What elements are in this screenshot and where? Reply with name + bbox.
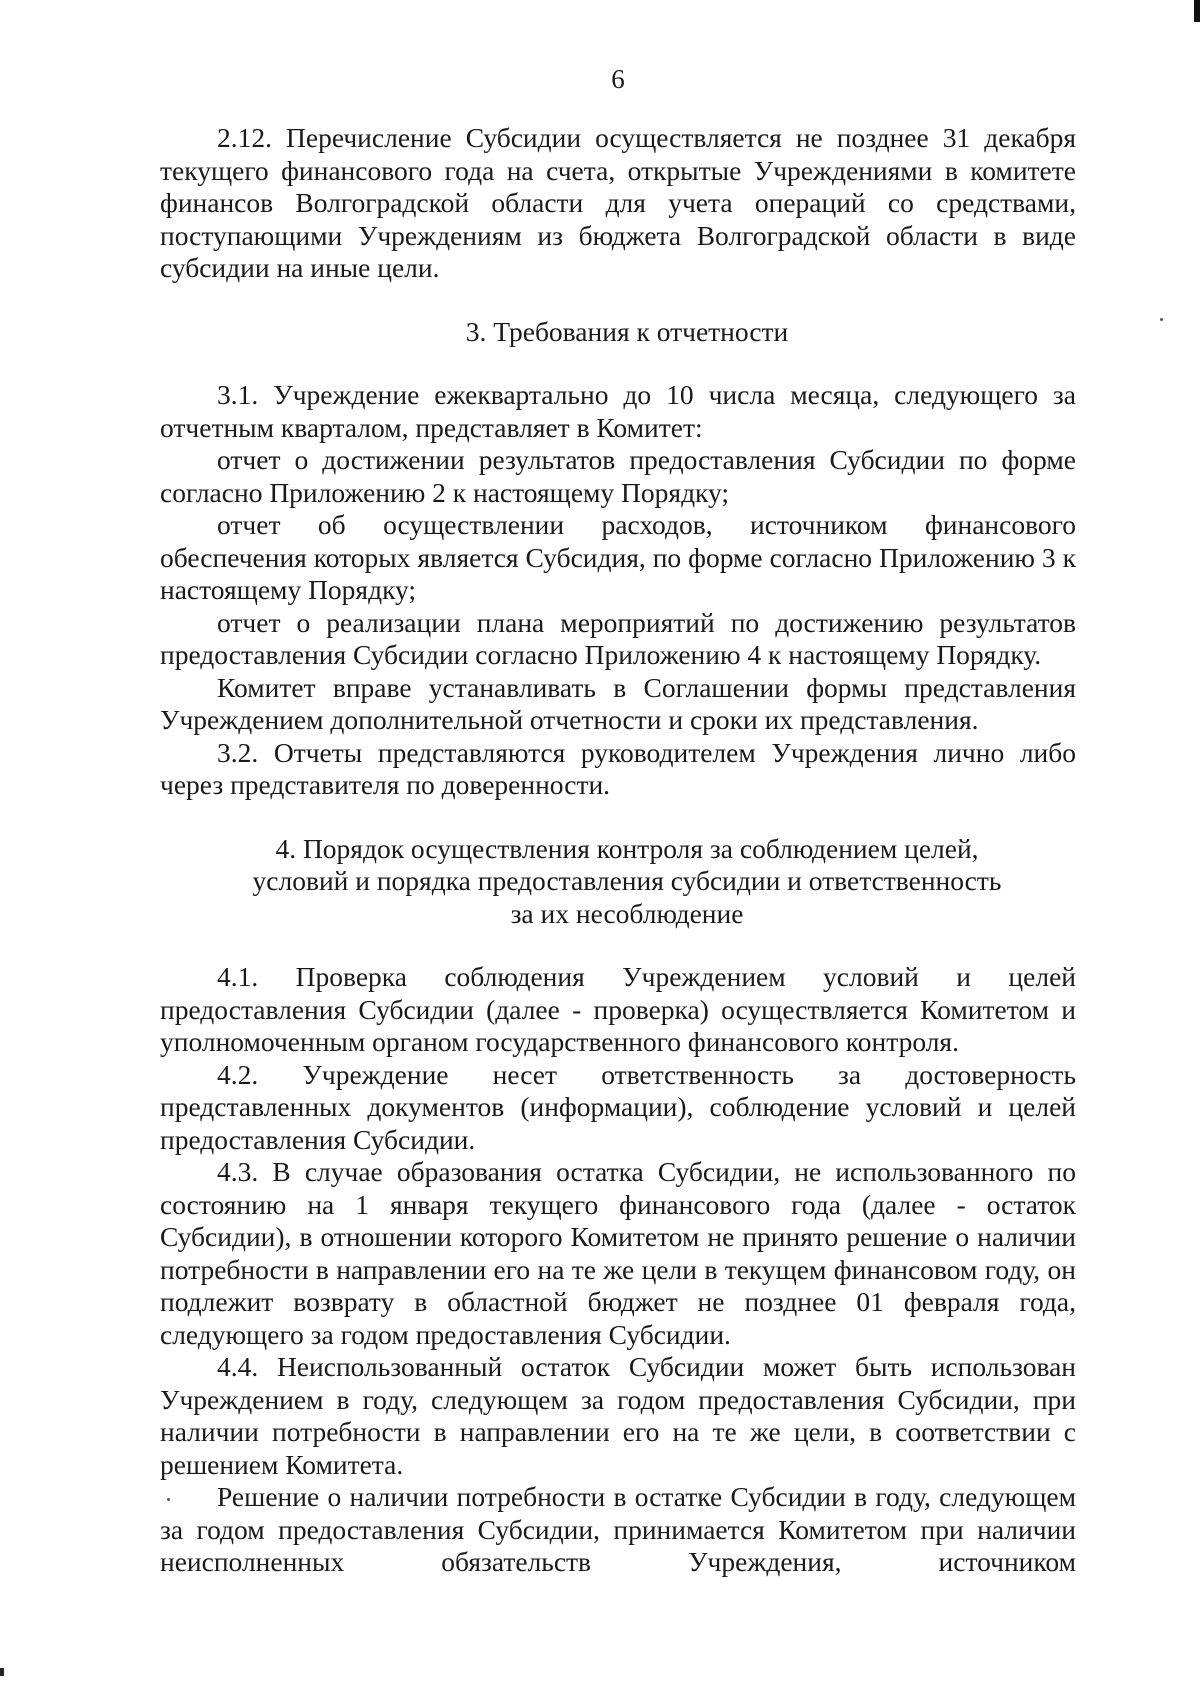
paragraph-committee-forms: Комитет вправе устанавливать в Соглашении формы представления Учреждением дополнительной отчетности и сроки их представления. (160, 671, 1076, 735)
document-body (160, 122, 1076, 1579)
paragraph-4-4: 4.4. Неиспользованный остаток Субсидии может быть использован Учреждением в году, следующем за годом предоставления Субсидии, при наличии потребности в направлении его на те же цели, в соответствии с решением Комитета. (160, 1351, 1076, 1480)
paragraph-3-2: 3.2. Отчеты представляются руководителем Учреждения лично либо через представителя по доверенности. (160, 736, 1076, 800)
section-4-heading-line: 4. Порядок осуществления контроля за соблюдением целей, (275, 832, 979, 864)
section-4-heading (160, 833, 1076, 931)
scan-speck (1160, 318, 1163, 321)
page-number: 6 (611, 64, 625, 94)
paragraph-report-expenses: отчет об осуществлении расходов, источником финансового обеспечения которых является Субсидия, по форме согласно Приложению 3 к настоящему Порядку; (160, 509, 1076, 605)
paragraph-4-3: 4.3. В случае образования остатка Субсидии, не использованного по состоянию на 1 января текущего финансового года (далее - остаток Субсидии), в отношении которого Комитетом не принято решение о наличии потребности в направлении его на те же цели в текущем финансовом году, он подлежит возврату в областной бюджет не позднее 01 февраля года, следующего за годом предоставления Субсидии. (160, 1156, 1076, 1350)
paragraph-report-plan: отчет о реализации плана мероприятий по достижению результатов предоставления Субсидии согласно Приложению 4 к настоящему Порядку. (160, 606, 1076, 670)
paragraph-4-2: 4.2. Учреждение несет ответственность за достоверность представленных документов (информации), соблюдение условий и целей предоставления Субсидии. (160, 1058, 1076, 1155)
paragraph-4-1: 4.1. Проверка соблюдения Учреждением условий и целей предоставления Субсидии (далее - проверка) осуществляется Комитетом и уполномоченным органом государственного финансового контроля. (160, 961, 1076, 1057)
scan-edge-mark (1194, 0, 1200, 22)
paragraph-decision: Решение о наличии потребности в остатке Субсидии в году, следующем за годом предоставления Субсидии, принимается Комитетом при наличии неисполненных обязательств Учреждения, источником (160, 1481, 1076, 1577)
paragraph-3-1: 3.1. Учреждение ежеквартально до 10 числа месяца, следующего за отчетным кварталом, представляет в Комитет: (160, 379, 1076, 443)
section-3-heading: 3. Требования к отчетности (465, 315, 789, 347)
section-4-heading-line: условий и порядка предоставления субсидии и ответственность (252, 865, 1002, 896)
paragraph-2-12: 2.12. Перечисление Субсидии осуществляется не позднее 31 декабря текущего финансового года на счета, открытые Учреждениями в комитете финансов Волгоградской области для учета операций со средствами, поступающими Учреждениям из бюджета Волгоградской области в виде субсидии на иные цели. (160, 122, 1076, 283)
scan-edge-mark-bottom (0, 1668, 4, 1676)
section-4-heading-line: за их несоблюдение (510, 897, 744, 929)
paragraph-report-results: отчет о достижении результатов предоставления Субсидии по форме согласно Приложению 2 к настоящему Порядку; (160, 444, 1076, 508)
